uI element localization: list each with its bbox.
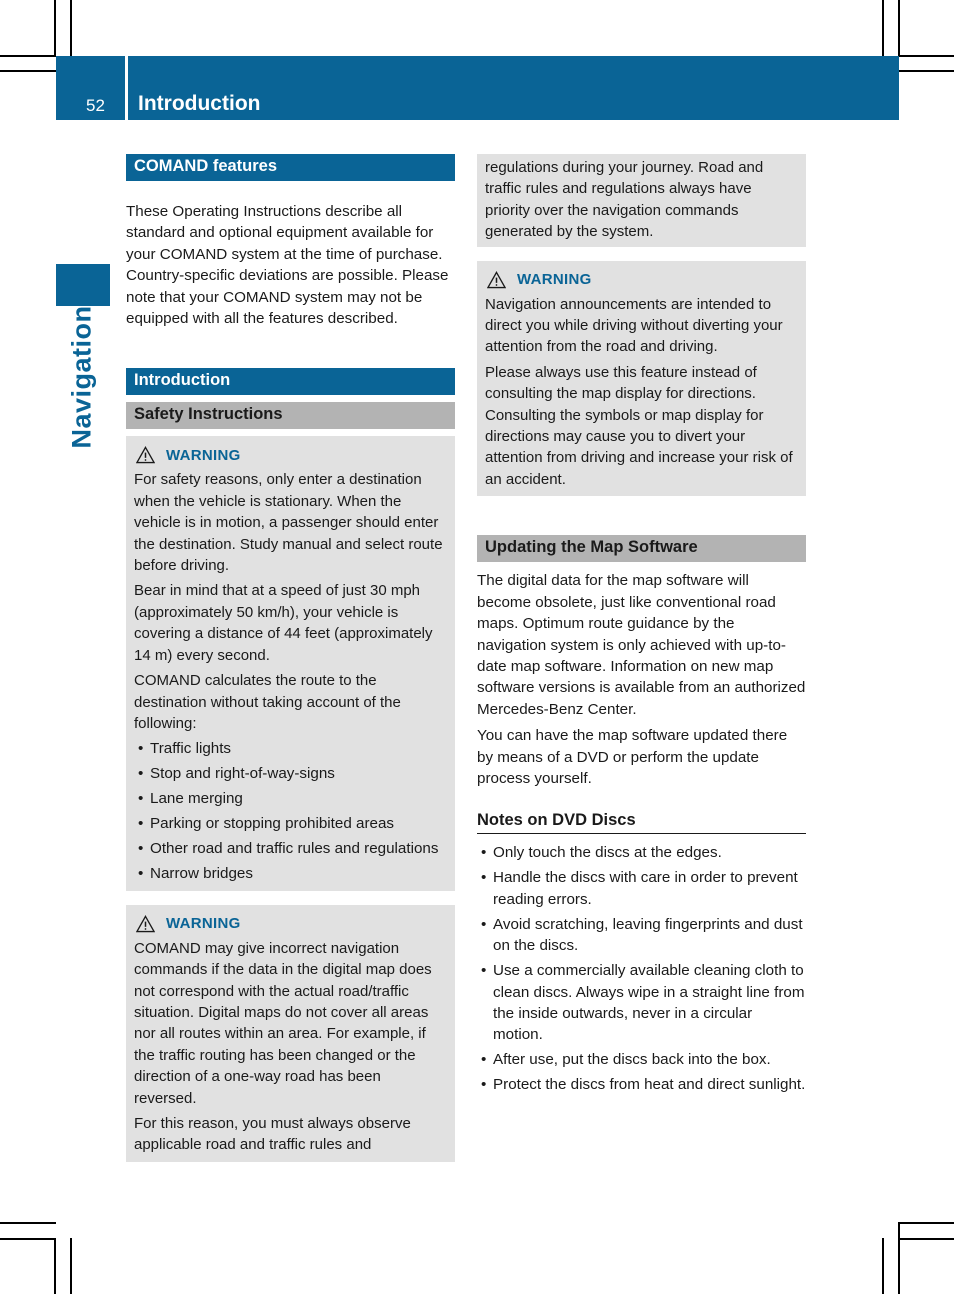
dvd-notes-heading: Notes on DVD Discs [477,811,806,834]
crop-mark [0,1238,56,1240]
introduction-heading: Introduction [126,368,455,395]
warning-header [485,269,798,291]
warning-triangle-icon [487,271,506,289]
crop-mark [898,0,900,56]
crop-mark [882,0,884,56]
warning-paragraph: Please always use this feature instead of consulting the map display for directions. Consulting the symbols or map display for directions may cause you to divert your attention from driving and increase your risk of an accident. [485,363,793,488]
warning-continued-box [477,154,806,247]
warning-label: WARNING [166,446,241,464]
list-item: • Handle the discs with care in order to prevent reading errors. [477,867,806,910]
warning-box [477,261,806,497]
crop-mark [0,1222,56,1224]
list-item: • Other road and traffic rules and regulations [134,838,447,859]
warning-bullet-list [134,738,447,884]
crop-mark [898,70,954,72]
warning-header [134,444,447,466]
left-column [126,154,455,1162]
warning-box [126,905,455,1162]
warning-triangle-icon [136,915,155,933]
side-section-label: Navigation [66,305,97,449]
safety-instructions-heading: Safety Instructions [126,402,455,429]
dvd-notes-list [477,842,806,1095]
warning-paragraph: For this reason, you must always observe applicable road and traffic rules and [134,1114,411,1154]
updating-map-paragraph: You can have the map software updated there by means of a DVD or perform the update process yourself. [477,727,788,787]
warning-label: WARNING [517,271,592,289]
crop-mark [898,1238,954,1240]
crop-mark [0,70,56,72]
page-header [56,56,899,120]
crop-mark [0,55,56,57]
warning-paragraph: Bear in mind that at a speed of just 30 mph (approximately 50 km/h), your vehicle is covering a distance of 44 feet (approximately 14 m) every second. [134,582,433,664]
crop-mark [70,1238,72,1294]
warning-header [134,913,447,935]
warning-paragraph: Navigation announcements are intended to direct you while driving without diverting your attention from the road and driving. [485,295,783,356]
list-item: • After use, put the discs back into the box. [477,1049,806,1070]
list-item: • Traffic lights [134,738,447,759]
page-number: 52 [86,96,105,115]
list-item: • Use a commercially available cleaning cloth to clean discs. Always wipe in a straight line from the inside outwards, never in a circular motion. [477,960,806,1046]
warning-box [126,436,455,890]
comand-features-heading: COMAND features [126,154,455,181]
list-item: • Parking or stopping prohibited areas [134,813,447,834]
warning-paragraph: COMAND may give incorrect navigation commands if the data in the digital map does not correspond with the actual road/traffic situation. Digital maps do not cover all areas nor all routes within an area. For example, if the traffic routing has been changed or the direction of a one-way road has been reversed. [134,939,432,1107]
list-item: • Stop and right-of-way-signs [134,763,447,784]
right-column [477,154,806,1096]
list-item: • Lane merging [134,788,447,809]
list-item: • Only touch the discs at the edges. [477,842,806,863]
warning-label: WARNING [166,915,241,933]
warning-paragraph: COMAND calculates the route to the destination without taking account of the following: [134,672,401,732]
chapter-title: Introduction [138,92,261,115]
side-tab-marker [56,264,110,306]
crop-mark [898,1222,954,1224]
warning-paragraph: regulations during your journey. Road and traffic rules and regulations always have priority over the navigation commands generated by the system. [485,159,764,241]
crop-mark [54,1238,56,1294]
warning-triangle-icon [136,446,155,464]
warning-paragraph: For safety reasons, only enter a destination when the vehicle is stationary. When the vehicle is in motion, a passenger should enter the destination. Study manual and select route before driving. [134,471,443,575]
crop-mark [882,1238,884,1294]
updating-map-heading: Updating the Map Software [477,535,806,562]
list-item: • Avoid scratching, leaving fingerprints and dust on the discs. [477,914,806,957]
crop-mark [898,55,954,57]
crop-mark [70,0,72,56]
list-item: • Narrow bridges [134,863,447,884]
header-divider [125,56,128,120]
updating-map-paragraph: The digital data for the map software will become obsolete, just like conventional road maps. Optimum route guidance by the navigation system is only achieved with up-to-date map software. Information on new map software versions is available from an authorized Mercedes-Benz Center. [477,572,806,718]
list-item: • Protect the discs from heat and direct sunlight. [477,1074,806,1095]
crop-mark [898,1222,900,1294]
comand-features-text: These Operating Instructions describe all standard and optional equipment available for your COMAND system at the time of purchase. Country-specific deviations are possible. Please note that your COMAND system may not be equipped with all the features described. [126,203,449,328]
crop-mark [54,0,56,56]
